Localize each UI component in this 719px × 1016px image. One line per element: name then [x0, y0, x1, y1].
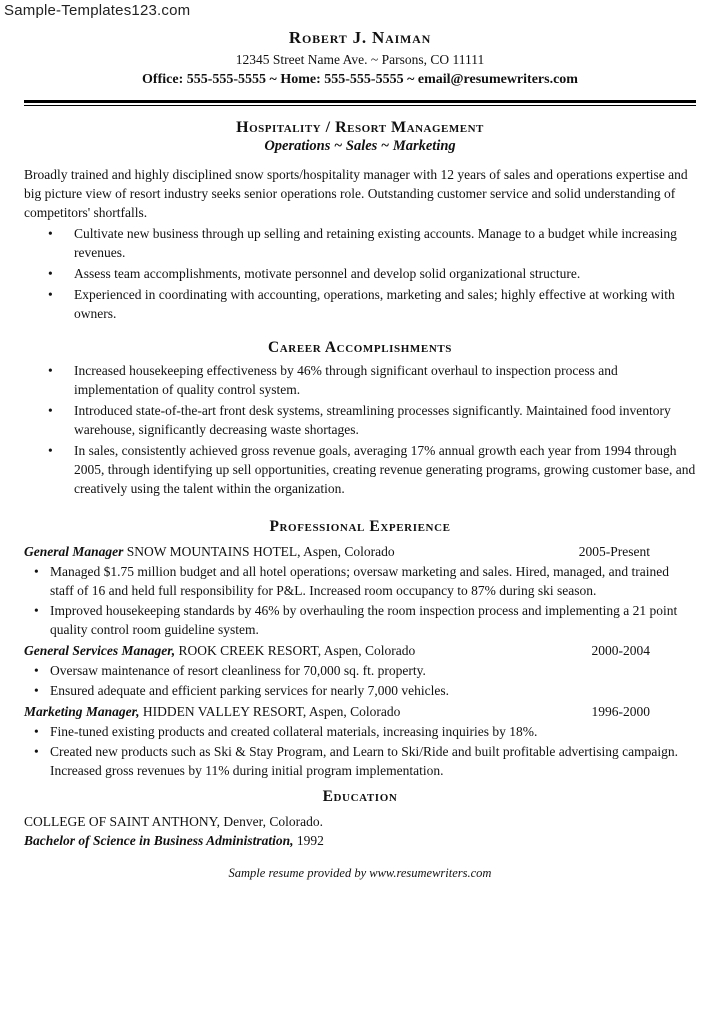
education-degree-line [24, 831, 696, 850]
site-watermark: Sample-Templates123.com [4, 2, 191, 19]
list-item: • Managed $1.75 million budget and all hotel operations; oversaw marketing and sales. Hired, managed, and trained staff of 16 and held full responsibility for P&L. Increased room occupancy to 87% during ski season. [34, 564, 669, 598]
experience-heading: Professional Experience [269, 518, 451, 535]
list-item: • Improved housekeeping standards by 46% by overhauling the room inspection process and implementing a 21 point quality control room guideline system. [34, 603, 678, 637]
job-employer: SNOW MOUNTAINS HOTEL, Aspen, Colorado [126, 544, 395, 559]
resume-page [24, 28, 696, 881]
headline-title: Hospitality / Resort Management [236, 119, 484, 136]
job-dates: 2000-2004 [591, 643, 650, 658]
job-dates: 2005-Present [578, 544, 650, 559]
job-bullets [24, 661, 696, 700]
candidate-name: Robert J. Naiman [288, 28, 432, 47]
job-header [24, 542, 696, 561]
job-dates: 1996-2000 [591, 704, 650, 719]
job-bullets [24, 562, 696, 639]
list-item: • Fine-tuned existing products and created collateral materials, increasing inquiries by 18%. [34, 724, 538, 739]
job-header [24, 702, 696, 721]
education-school: COLLEGE OF SAINT ANTHONY, Denver, Colorado. [24, 814, 323, 829]
list-item: • Cultivate new business through up selling and retaining existing accounts. Manage to a budget while increasing revenues. [48, 226, 677, 260]
job-header [24, 641, 696, 660]
accomplishments-heading: Career Accomplishments [267, 339, 453, 356]
summary-bullets [24, 224, 696, 323]
job-employer: ROOK CREEK RESORT, Aspen, Colorado [178, 643, 416, 658]
footer-credit: Sample resume provided by www.resumewriters.com [228, 866, 492, 880]
list-item: • Increased housekeeping effectiveness by 46% through significant overhaul to inspection process and implementation of quality control system. [48, 363, 618, 397]
summary-paragraph: Broadly trained and highly disciplined snow sports/hospitality manager with 12 years of sales and operations expertise and big picture view of resort industry seeks senior operations role. Outstanding customer service and solid understanding of competitors' shortfalls. [24, 167, 688, 220]
header-divider-thick [24, 100, 696, 103]
headline-subtitle: Operations ~ Sales ~ Marketing [264, 138, 456, 154]
accomplishments-bullets [24, 361, 696, 498]
education-degree: Bachelor of Science in Business Administration, [24, 833, 294, 848]
header-divider-thin [24, 105, 696, 106]
candidate-contact: Office: 555-555-5555 ~ Home: 555-555-5555 ~ email@resumewriters.com [142, 72, 578, 87]
education-year: 1992 [296, 833, 324, 848]
list-item: • Created new products such as Ski & Stay Program, and Learn to Ski/Ride and built profitable advertising campaign. Increased gross revenues by 11% during initial program implementation. [34, 744, 678, 778]
list-item: • Experienced in coordinating with accounting, operations, marketing and sales; highly effective at working with owners. [48, 287, 675, 321]
job-title: General Services Manager, [24, 643, 176, 658]
list-item: • Assess team accomplishments, motivate personnel and develop solid organizational structure. [48, 266, 581, 281]
list-item: • Ensured adequate and efficient parking services for nearly 7,000 vehicles. [34, 683, 449, 698]
list-item: • Introduced state-of-the-art front desk systems, streamlining processes significantly. Maintained food inventory warehouse, significantly decreasing waste shortages. [48, 403, 671, 437]
job-bullets [24, 722, 696, 780]
list-item: • In sales, consistently achieved gross revenue goals, averaging 17% annual growth each year from 1994 through 2005, through identifying up sell opportunities, creating revenue generating programs, growing customer base, and creatively using the talent within the organization. [48, 443, 696, 496]
education-heading: Education [322, 788, 398, 805]
job-title: Marketing Manager, [24, 704, 140, 719]
job-employer: HIDDEN VALLEY RESORT, Aspen, Colorado [142, 704, 401, 719]
candidate-address: 12345 Street Name Ave. ~ Parsons, CO 11111 [235, 52, 485, 67]
list-item: • Oversaw maintenance of resort cleanliness for 70,000 sq. ft. property. [34, 663, 426, 678]
job-title: General Manager [24, 544, 124, 559]
